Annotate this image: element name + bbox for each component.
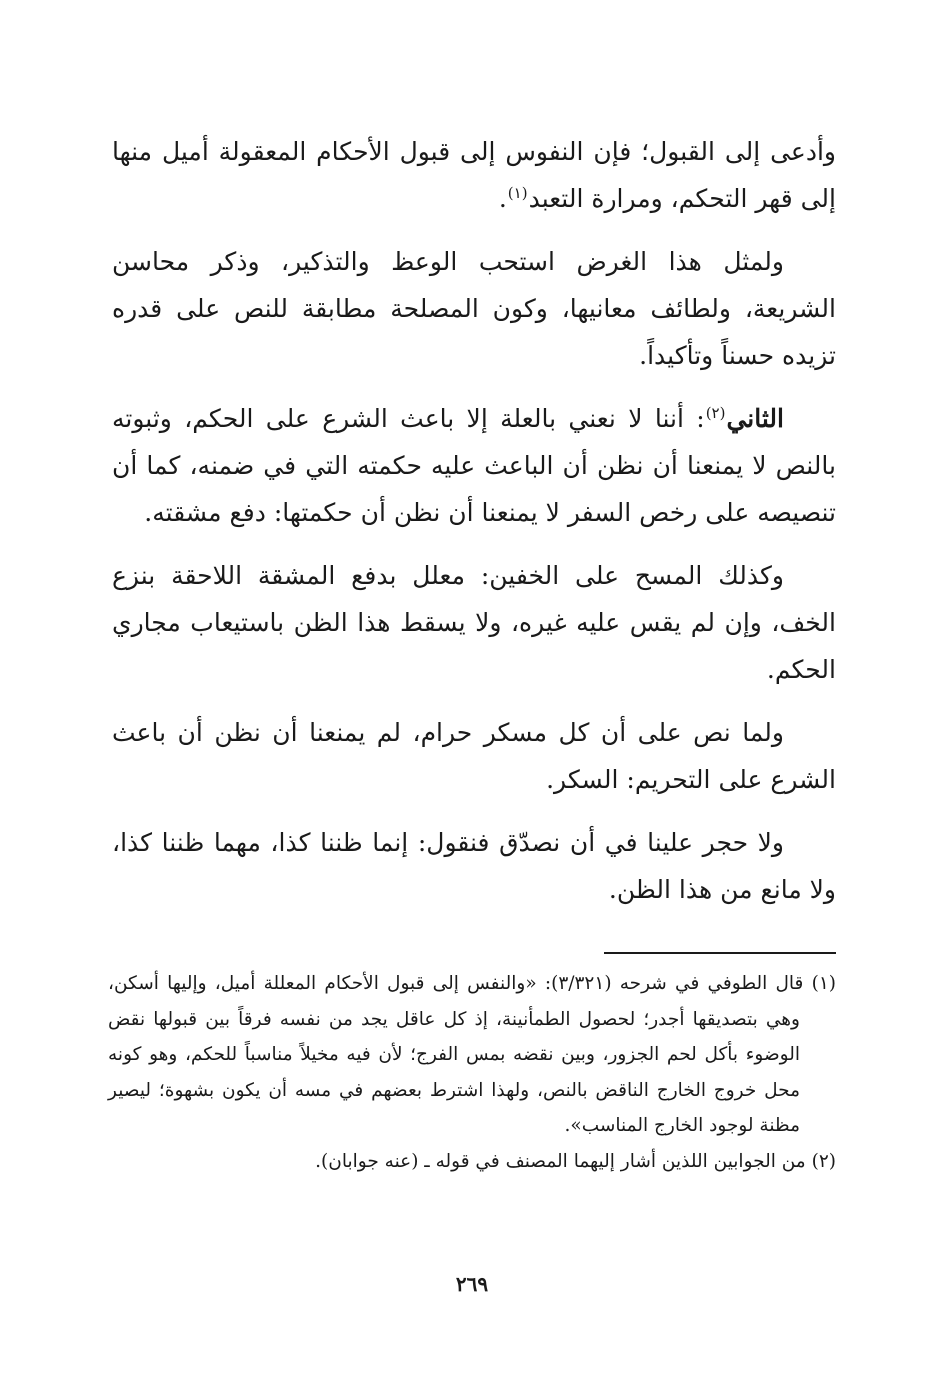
footnote-1-marker: (١) [811,973,836,994]
footnote-2 [108,1144,836,1180]
footnote-2-marker: (٢) [811,1150,836,1172]
main-text [112,128,836,913]
paragraph-2: ولمثل هذا الغرض استحب الوعظ والتذكير، وذكر محاسن الشريعة، ولطائف معانيها، وكون المصلحة مطابقة للنص على قدره تزيده حسناً وتأكيداً. [112,247,836,370]
footnote-divider [604,952,836,954]
footnotes [108,966,836,1179]
paragraph-6: ولا حجر علينا في أن نصدّق فنقول: إنما ظننا كذا، مهما ظننا كذا، ولا مانع من هذا الظن. [112,828,836,904]
footnote-ref-1: (١) [507,184,528,202]
footnote-1 [108,966,836,1144]
paragraph-1 [112,128,836,222]
page-body [112,128,836,929]
paragraph-3-text: : أننا لا نعني بالعلة إلا باعث الشرع على الحكم، وثبوته بالنص لا يمنعنا أن نظن أن الباعث عليه حكمته التي في ضمنه، كما أن تنصيصه على رخص السفر لا يمنعنا أن نظن أن حكمتها: دفع مشقته. [112,404,836,527]
paragraph-1-end: . [498,184,507,213]
paragraph-3 [112,395,836,536]
page-number: ٢٦٩ [455,1272,489,1296]
paragraph-5: ولما نص على أن كل مسكر حرام، لم يمنعنا أن نظن أن باعث الشرع على التحريم: السكر. [112,718,836,794]
footnote-ref-2: (٢) [705,404,726,422]
footnote-1-text: قال الطوفي في شرحه (٣/٣٢١): «والنفس إلى قبول الأحكام المعللة أميل، وإليها أسكن، وهي بتصديقها أجدر؛ لحصول الطمأنينة، إذ كل عاقل يجد من نفسه فرقاً بين قبولها نقض الوضوء بأكل لحم الجزور، وبين نقضه بمس الفرج؛ لأن فيه مخيلاً مناسباً للحكم، وهو كونه محل خروج الخارج الناقض بالنص، ولهذا اشترط بعضهم في مسه أن يكون بشهوة؛ ليصير مظنة لوجود الخارج المناسب». [108,973,804,1136]
paragraph-1-text: وأدعى إلى القبول؛ فإن النفوس إلى قبول الأحكام المعقولة أميل منها إلى قهر التحكم، ومرارة التعبد [112,137,836,213]
footnote-2-text: من الجوابين اللذين أشار إليهما المصنف في قوله ـ (عنه جوابان). [315,1150,806,1172]
section-lead-second: الثاني [726,404,784,433]
paragraph-4: وكذلك المسح على الخفين: معلل بدفع المشقة اللاحقة بنزع الخف، وإن لم يقس عليه غيره، ولا يسقط هذا الظن باستيعاب مجاري الحكم. [112,561,836,684]
